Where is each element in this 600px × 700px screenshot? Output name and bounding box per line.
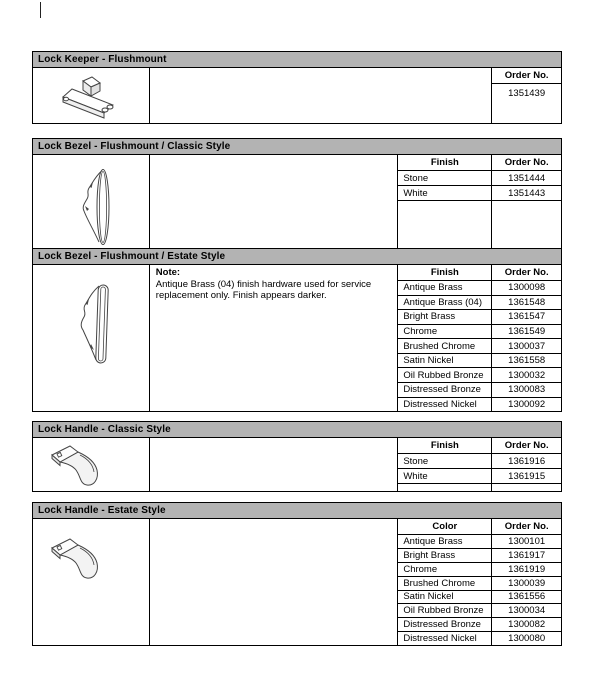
table-row (398, 591, 561, 605)
order-cell: 1300101 (508, 535, 546, 547)
color-cell: Chrome (398, 563, 492, 576)
empty-filler-row (398, 201, 561, 248)
section-title: Lock Bezel - Flushmount / Estate Style (33, 249, 561, 265)
empty-filler-row (398, 484, 561, 491)
lock-bezel-classic-drawing (33, 155, 150, 248)
empty-description-cell (150, 438, 399, 491)
order-no-header: Order No. (504, 267, 549, 278)
lock-bezel-classic-icon (77, 167, 113, 247)
section-lock-bezel-classic (32, 138, 562, 249)
lock-handle-classic-icon (49, 444, 107, 490)
order-cell: 1300037 (508, 340, 546, 352)
order-cell: 1300083 (508, 384, 546, 396)
finish-cell: Brushed Chrome (398, 339, 492, 353)
table-row (398, 577, 561, 591)
color-cell: Oil Rubbed Bronze (398, 604, 492, 617)
finish-cell: Stone (398, 171, 492, 185)
order-cell: 1361916 (508, 455, 546, 467)
section-title: Lock Bezel - Flushmount / Classic Style (33, 139, 561, 155)
finish-order-table (398, 155, 561, 248)
note-text: Antique Brass (04) finish hardware used for service replacement only. Finish appears darker. (155, 278, 372, 301)
section-lock-handle-classic (32, 421, 562, 492)
finish-cell: Antique Brass (398, 281, 492, 295)
order-column (492, 68, 561, 123)
table-row (398, 604, 561, 618)
order-cell: 1361558 (508, 355, 546, 367)
order-cell: 1361915 (508, 470, 546, 482)
finish-cell: Antique Brass (04) (398, 296, 492, 310)
color-cell: Bright Brass (398, 549, 492, 562)
color-cell: Antique Brass (398, 535, 492, 548)
table-header-row (398, 265, 561, 281)
table-row (398, 383, 561, 398)
color-cell: Brushed Chrome (398, 577, 492, 590)
table-row (398, 398, 561, 412)
table-row (398, 632, 561, 645)
order-cell: 1300080 (508, 633, 546, 645)
order-cell: 1361549 (508, 325, 546, 337)
order-cell: 1361919 (508, 563, 546, 575)
lock-keeper-drawing (33, 68, 150, 123)
table-row (398, 535, 561, 549)
empty-description-cell (150, 519, 399, 645)
finish-cell: White (398, 469, 492, 483)
lock-keeper-icon (55, 76, 125, 122)
table-row (398, 325, 561, 340)
table-row (398, 310, 561, 325)
order-cell: 1361917 (508, 549, 546, 561)
lock-handle-classic-drawing (33, 438, 150, 491)
section-lock-handle-estate (32, 502, 562, 646)
finish-header: Finish (398, 265, 492, 280)
finish-cell: Distressed Nickel (398, 398, 492, 412)
table-header-row (398, 438, 561, 454)
table-header-row (398, 155, 561, 171)
table-row (398, 186, 561, 201)
finish-cell: Stone (398, 454, 492, 468)
order-cell: 1300039 (508, 577, 546, 589)
order-no-header: Order No. (504, 157, 549, 168)
table-row (398, 563, 561, 577)
finish-cell: Chrome (398, 325, 492, 339)
note-cell (150, 265, 399, 411)
order-no-value: 1351439 (508, 88, 546, 99)
table-row (398, 171, 561, 186)
table-row (398, 549, 561, 563)
order-cell: 1300098 (508, 282, 546, 294)
order-cell: 1351443 (508, 187, 546, 199)
table-row (398, 339, 561, 354)
table-row (398, 368, 561, 383)
finish-order-table (398, 265, 561, 411)
table-row (398, 618, 561, 632)
page-crop-mark (40, 2, 41, 18)
order-cell: 1351444 (508, 172, 546, 184)
order-no-header: Order No. (504, 521, 549, 532)
color-cell: Distressed Nickel (398, 632, 492, 645)
order-no-header: Order No. (504, 440, 549, 451)
color-order-table (398, 519, 561, 645)
lock-bezel-estate-drawing (33, 265, 150, 411)
table-row (398, 296, 561, 311)
section-title: Lock Handle - Estate Style (33, 503, 561, 519)
section-lock-bezel-estate (32, 248, 562, 412)
finish-cell: Distressed Bronze (398, 383, 492, 397)
section-lock-keeper-flushmount (32, 51, 562, 124)
table-row (398, 469, 561, 484)
table-row (398, 454, 561, 469)
order-no-header: Order No. (492, 68, 561, 84)
note-label: Note: (155, 267, 181, 278)
empty-description-cell (150, 155, 399, 248)
section-title: Lock Keeper - Flushmount (33, 52, 561, 68)
finish-cell: White (398, 186, 492, 200)
lock-bezel-estate-icon (75, 281, 113, 367)
empty-description-cell (150, 68, 493, 123)
section-title: Lock Handle - Classic Style (33, 422, 561, 438)
order-cell: 1300034 (508, 605, 546, 617)
color-header: Color (398, 519, 492, 534)
finish-header: Finish (398, 155, 492, 170)
finish-order-table (398, 438, 561, 491)
lock-handle-estate-drawing (33, 519, 150, 645)
table-row (398, 281, 561, 296)
finish-header: Finish (398, 438, 492, 453)
color-cell: Distressed Bronze (398, 618, 492, 631)
finish-cell: Bright Brass (398, 310, 492, 324)
finish-cell: Satin Nickel (398, 354, 492, 368)
order-cell: 1300032 (508, 369, 546, 381)
finish-cell: Oil Rubbed Bronze (398, 368, 492, 382)
lock-handle-estate-icon (49, 537, 107, 583)
order-cell: 1300082 (508, 619, 546, 631)
order-cell: 1361556 (508, 591, 546, 603)
table-row (398, 354, 561, 369)
order-cell: 1361547 (508, 311, 546, 323)
order-cell: 1300092 (508, 398, 546, 410)
color-cell: Satin Nickel (398, 591, 492, 604)
order-cell: 1361548 (508, 296, 546, 308)
table-header-row (398, 519, 561, 535)
